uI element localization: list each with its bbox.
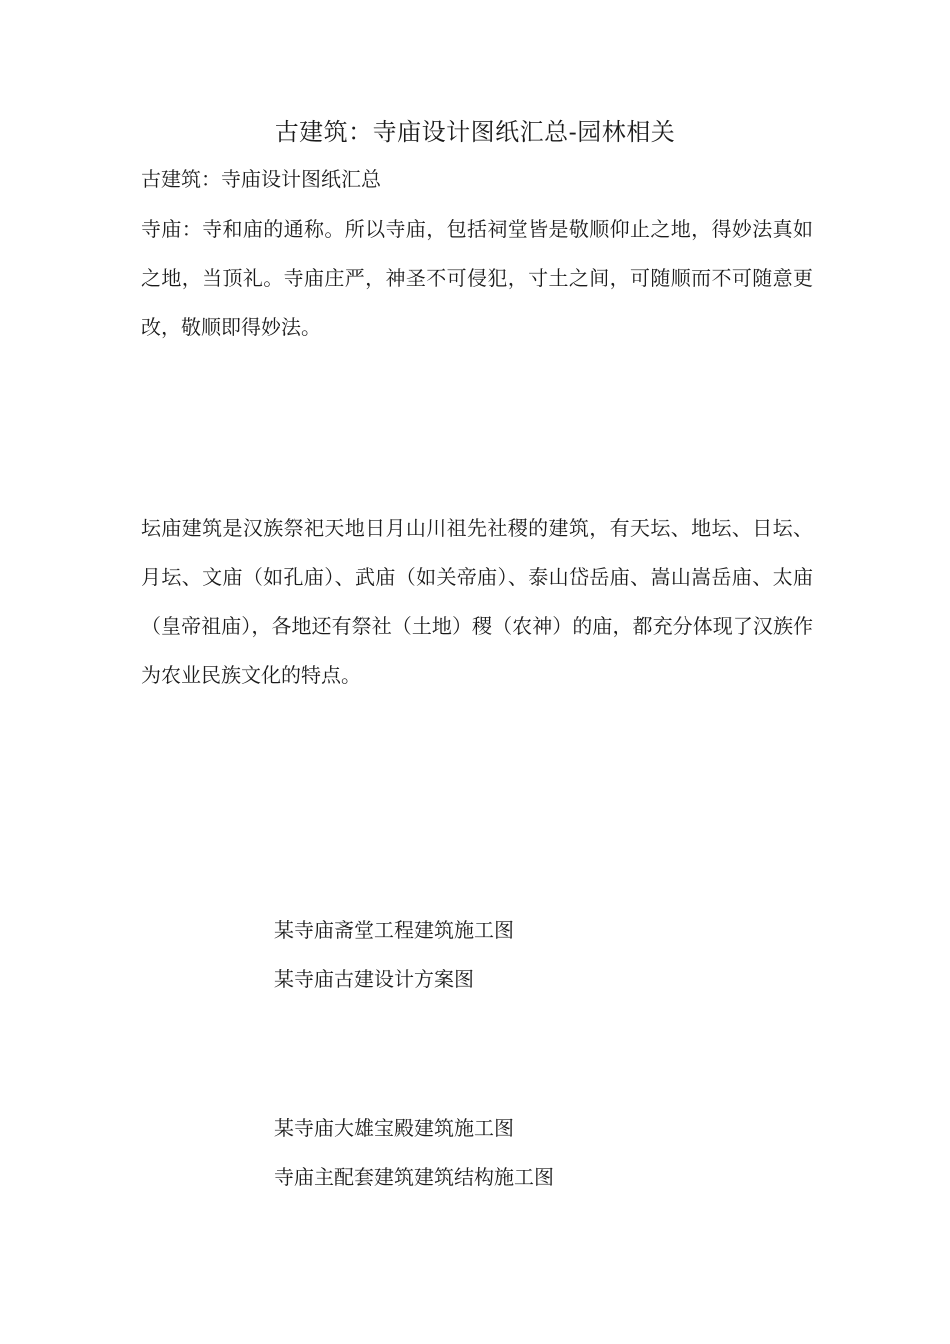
drawing-list-item: 某寺庙古建设计方案图: [274, 967, 474, 991]
document-subtitle: 古建筑：寺庙设计图纸汇总: [141, 167, 381, 191]
document-title: 古建筑：寺庙设计图纸汇总-园林相关: [274, 118, 676, 146]
paragraph-altar-temple-architecture: 坛庙建筑是汉族祭祀天地日月山川祖先社稷的建筑，有天坛、地坛、日坛、月坛、文庙（如孔庙）、武庙（如关帝庙）、泰山岱岳庙、嵩山嵩岳庙、太庙（皇帝祖庙），各地还有祭社（土地）稷（农神）的庙，都充分体现了汉族作为农业民族文化的特点。: [141, 516, 813, 687]
paragraph-temple-definition: 寺庙：寺和庙的通称。所以寺庙，包括祠堂皆是敬顺仰止之地，得妙法真如之地，当顶礼。寺庙庄严，神圣不可侵犯，寸土之间，可随顺而不可随意更改，敬顺即得妙法。: [141, 217, 813, 339]
drawing-list-item: 某寺庙大雄宝殿建筑施工图: [274, 1116, 514, 1140]
drawing-list-item: 某寺庙斋堂工程建筑施工图: [274, 918, 514, 942]
drawing-list-item: 寺庙主配套建筑建筑结构施工图: [274, 1165, 554, 1189]
